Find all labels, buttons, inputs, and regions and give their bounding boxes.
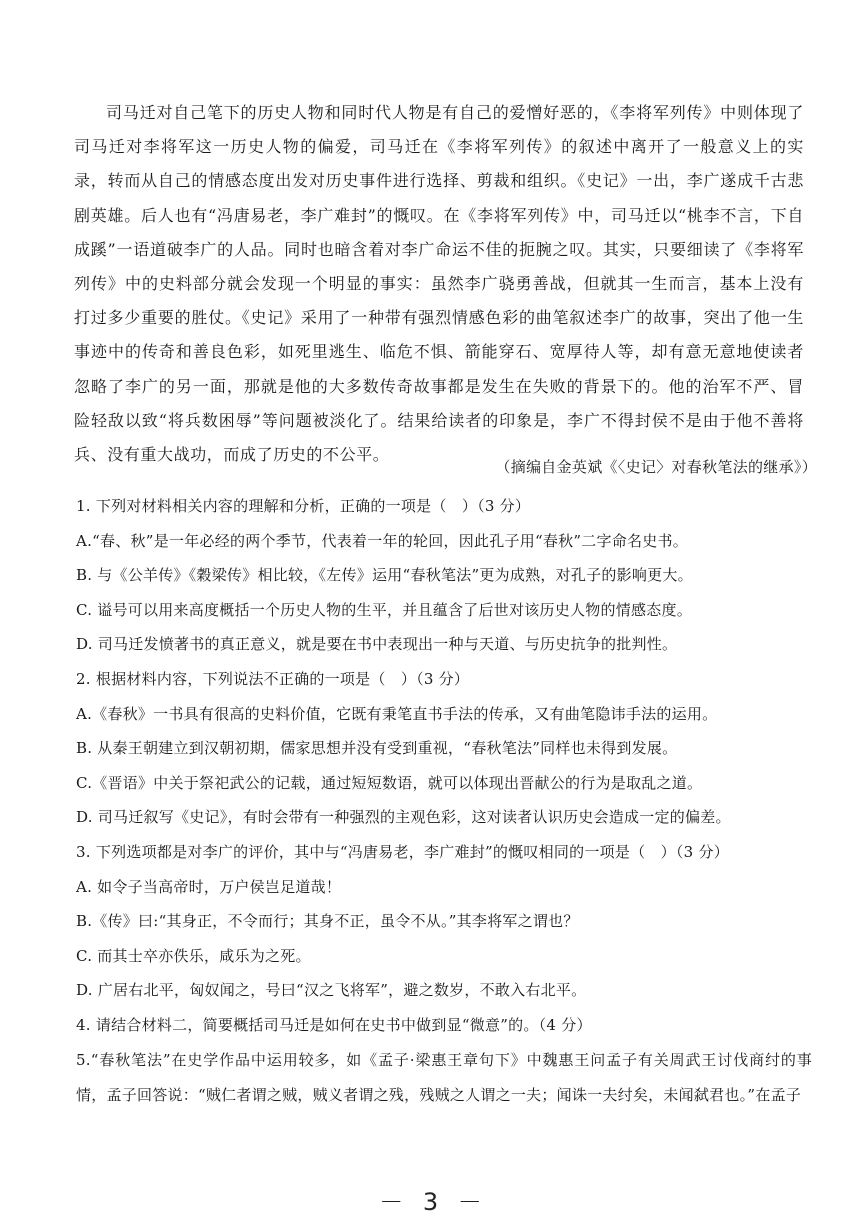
question-2-option-d: D. 司马迁叙写《史记》，有时会带有一种强烈的主观色彩，这对读者认识历史会造成一定的偏差。 [76,808,731,827]
question-1-stem: 1. 下列对材料相关内容的理解和分析，正确的一项是（ ）（3 分） [76,497,531,515]
question-3-stem: 3. 下列选项都是对李广的评价，其中与“冯唐易老，李广难封”的慨叹相同的一项是（ ）（3 分） [76,842,729,861]
question-2-option-b: B. 从秦王朝建立到汉朝初期，儒家思想并没有受到重视，“春秋笔法”同样也未得到发展。 [76,739,678,758]
passage-source-citation: （摘编自金英斌《〈史记〉对春秋笔法的继承》） [495,458,817,476]
page-number: － 3 － [379,1188,488,1216]
question-2-option-c: C.《晋语》中关于祭祀武公的记载，通过短短数语，就可以体现出晋献公的行为是取乱之道。 [76,773,703,792]
question-2-stem: 2. 根据材料内容，下列说法不正确的一项是（ ）（3 分） [76,669,470,688]
question-1-option-c: C. 谥号可以用来高度概括一个历史人物的生平，并且蕴含了后世对该历史人物的情感态度。 [76,600,692,619]
question-1-option-a: A.“春、秋”是一年必经的两个季节，代表着一年的轮回，因此孔子用“春秋”二字命名史书。 [76,531,689,550]
question-3-option-d: D. 广居右北平，匈奴闻之，号曰“汉之飞将军”，避之数岁，不敢入右北平。 [76,981,587,1000]
question-5-stem: 5.“春秋笔法”在史学作品中运用较多，如《孟子·梁惠王章句下》中魏惠王问孟子有关周武王讨伐商纣的事情，孟子回答说：“贼仁者谓之贼，贼义者谓之残，残贼之人谓之一夫；闻诛一夫纣矣，未闻弑君也。”在孟子 [76,1050,812,1104]
question-3-option-c: C. 而其士卒亦佚乐，咸乐为之死。 [76,946,311,965]
reading-passage [74,96,804,472]
question-3-option-b: B.《传》曰:“其身正，不令而行；其身不正，虽令不从。”其李将军之谓也？ [76,912,579,931]
passage-paragraph: 司马迁对自己笔下的历史人物和同时代人物是有自己的爱憎好恶的，《李将军列传》中则体现了司马迁对李将军这一历史人物的偏爱，司马迁在《李将军列传》的叙述中离开了一般意义上的实录，转而从自己的情感态度出发对历史事件进行选择、剪裁和组织。《史记》一出，李广遂成千古悲剧英雄。后人也有“冯唐易老，李广难封”的慨叹。在《李将军列传》中，司马迁以“桃李不言，下自成蹊”一语道破李广的人品。同时也暗含着对李广命运不佳的扼腕之叹。其实，只要细读了《李将军列传》中的史料部分就会发现一个明显的事实：虽然李广骁勇善战，但就其一生而言，基本上没有打过多少重要的胜仗。《史记》采用了一种带有强烈情感色彩的曲笔叙述李广的故事，突出了他一生事迹中的传奇和善良色彩，如死里逃生、临危不惧、箭能穿石、宽厚待人等，却有意无意地使读者忽略了李广的另一面，那就是他的大多数传奇故事都是发生在失败的背景下的。他的治军不严、冒险轻敌以致“将兵数困辱”等问题被淡化了。结果给读者的印象是，李广不得封侯不是由于他不善将兵、没有重大战功，而成了历史的不公平。 [74,103,804,465]
question-2-option-a: A.《春秋》一书具有很高的史料价值，它既有秉笔直书手法的传承，又有曲笔隐讳手法的运用。 [76,704,718,723]
question-1-option-b: B. 与《公羊传》《穀梁传》相比较，《左传》运用“春秋笔法”更为成熟，对孔子的影响更大。 [76,566,693,585]
question-4-stem: 4. 请结合材料二，简要概括司马迁是如何在史书中做到显“微意”的。（4 分） [76,1015,592,1034]
question-3-option-a: A. 如令子当高帝时，万户侯岂足道哉！ [76,877,342,896]
question-1-option-d: D. 司马迁发愤著书的真正意义，就是要在书中表现出一种与天道、与历史抗争的批判性。 [76,635,678,654]
question-list [76,489,812,1113]
